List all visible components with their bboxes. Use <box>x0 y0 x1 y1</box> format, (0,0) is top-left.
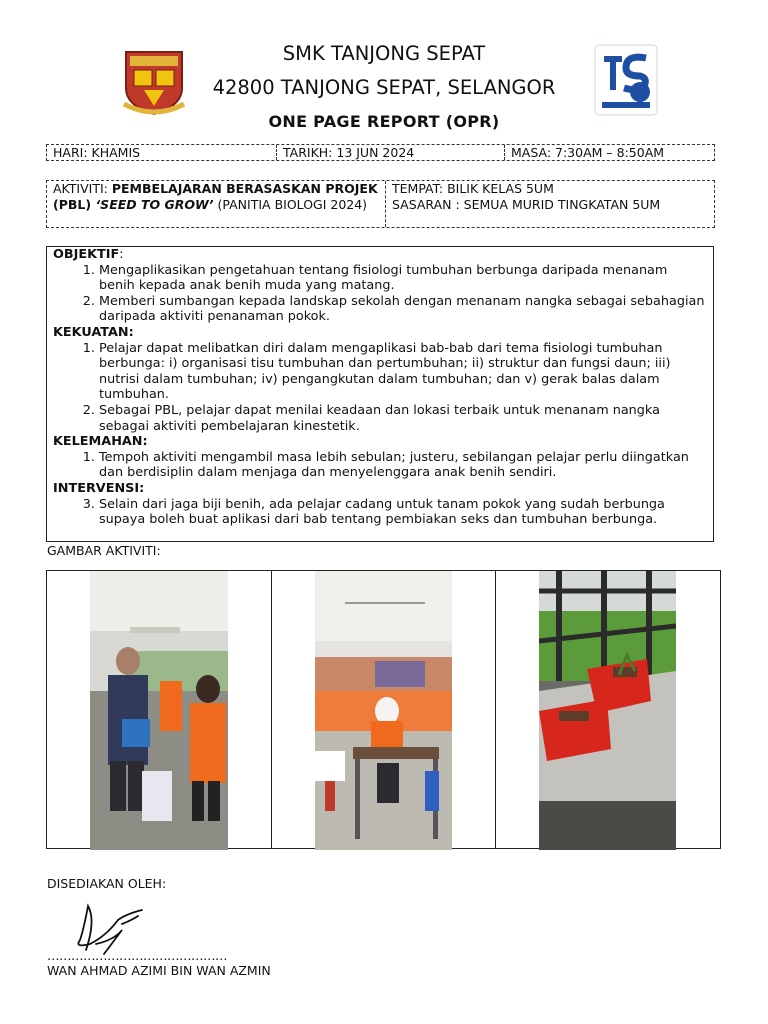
preparer-name: WAN AHMAD AZIMI BIN WAN AZMIN <box>47 963 271 978</box>
classroom-photo-teacher <box>90 571 228 850</box>
objectives-heading: OBJEKTIF <box>53 247 120 262</box>
activity-prefix: AKTIVITI: <box>53 181 112 196</box>
info-row-date-time <box>46 144 715 161</box>
time-field: MASA: 7:30AM – 8:50AM <box>504 145 714 160</box>
place-field: TEMPAT: BILIK KELAS 5UM <box>392 181 554 196</box>
objectives-colon: : <box>119 247 124 262</box>
list-item: 1. Mengaplikasikan pengetahuan tentang fisiologi tumbuhan berbunga daripada menanam benih kepada anak benih muda yang matang. <box>99 263 707 294</box>
classroom-photo-students <box>315 571 452 850</box>
weaknesses-list <box>53 450 707 481</box>
seedling-pots-photo <box>539 571 676 850</box>
objectives-list <box>53 263 707 325</box>
school-address: 42800 TANJONG SEPAT, SELANGOR <box>212 76 556 99</box>
photo-grid <box>46 570 721 849</box>
weaknesses-heading: KELEMAHAN: <box>53 434 148 450</box>
photo-cell-1 <box>47 571 271 848</box>
intervention-heading: INTERVENSI: <box>53 480 145 496</box>
activity-name: PEMBELAJARAN BERASASKAN PROJEK (PBL) <box>53 181 378 212</box>
signature-line: ……………………………………… <box>47 948 227 963</box>
date-field: TARIKH: 13 JUN 2024 <box>276 145 504 160</box>
intervention-list <box>53 497 707 528</box>
ts25-emblem-icon <box>594 44 658 116</box>
activity-panel: (PANITIA BIOLOGI 2024) <box>213 197 368 212</box>
activity-theme: ‘SEED TO GROW’ <box>95 197 214 212</box>
photos-label: GAMBAR AKTIVITI: <box>47 543 161 558</box>
place-target-field <box>385 181 714 227</box>
prepared-by-label: DISEDIAKAN OLEH: <box>47 876 167 891</box>
photo-cell-2 <box>271 571 496 848</box>
list-item: 3. Selain dari jaga biji benih, ada pelajar cadang untuk tanam pokok yang sudah berbunga supaya boleh buat aplikasi dari bab tentang pembiakan seks dan tumbuhan berbunga. <box>99 497 707 528</box>
target-field: SASARAN : SEMUA MURID TINGKATAN 5UM <box>392 197 661 212</box>
list-item: 2. Memberi sumbangan kepada landskap sekolah dengan menanam nangka sebagai sebahagian daripada aktiviti penanaman pokok. <box>99 294 707 325</box>
strengths-heading: KEKUATAN: <box>53 324 134 340</box>
info-row-activity <box>46 180 715 228</box>
report-title: ONE PAGE REPORT (OPR) <box>268 112 500 131</box>
list-item: 2. Sebagai PBL, pelajar dapat menilai keadaan dan lokasi terbaik untuk menanam nangka sebagai aktiviti pembelajaran kinestetik. <box>99 403 707 434</box>
list-item: 1. Pelajar dapat melibatkan diri dalam mengaplikasi bab-bab dari tema fisiologi tumbuhan berbunga: i) organisasi tisu tumbuhan dan pertumbuhan; ii) struktur dan fungsi daun; iii) nutrisi dalam tumbuhan; iv) pengangkutan dalam tumbuhan; dan v) gerak balas dalam tumbuhan. <box>99 341 707 403</box>
activity-field <box>47 181 385 227</box>
school-name: SMK TANJONG SEPAT <box>282 42 486 65</box>
list-item: 1. Tempoh aktiviti mengambil masa lebih sebulan; justeru, sebilangan pelajar perlu diingatkan dan berdisiplin dalam menjaga dan menyelenggara anak benih sendiri. <box>99 450 707 481</box>
photo-cell-3 <box>495 571 720 848</box>
strengths-list <box>53 341 707 435</box>
report-content <box>46 246 714 542</box>
school-crest-icon <box>122 48 186 118</box>
day-field: HARI: KHAMIS <box>53 145 141 160</box>
